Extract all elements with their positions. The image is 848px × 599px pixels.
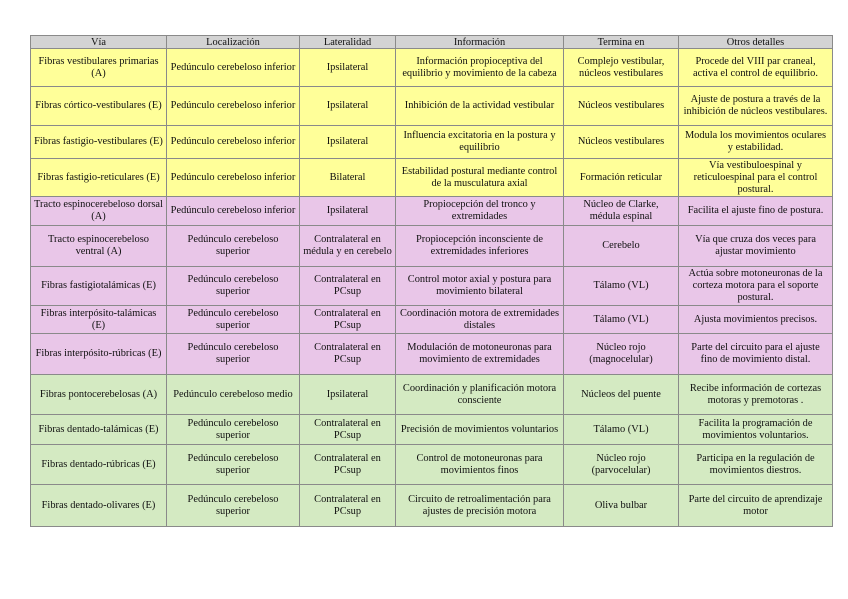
table-row (31, 375, 833, 415)
cell-localizacion: Pedúnculo cerebeloso inferior (167, 49, 300, 87)
cell-otros-detalles: Parte del circuito de aprendizaje motor (679, 485, 833, 527)
table-row (31, 445, 833, 485)
table-row (31, 415, 833, 445)
cell-termina-en: Formación reticular (564, 159, 679, 197)
cell-localizacion: Pedúnculo cerebeloso superior (167, 334, 300, 375)
header-termina-en: Termina en (564, 36, 679, 49)
cell-via: Fibras interpósito-talámicas (E) (31, 306, 167, 334)
table-row (31, 126, 833, 159)
table-row (31, 197, 833, 226)
cell-informacion: Circuito de retroalimentación para ajustes de precisión motora (396, 485, 564, 527)
cell-via: Fibras dentado-talámicas (E) (31, 415, 167, 445)
header-row (31, 36, 833, 49)
cell-via: Fibras interpósito-rúbricas (E) (31, 334, 167, 375)
table-row (31, 159, 833, 197)
cell-termina-en: Núcleos del puente (564, 375, 679, 415)
cell-termina-en: Núcleo rojo (magnocelular) (564, 334, 679, 375)
cell-via: Tracto espinocerebeloso ventral (A) (31, 226, 167, 267)
cell-informacion: Propiocepción del tronco y extremidades (396, 197, 564, 226)
cell-otros-detalles: Facilita el ajuste fino de postura. (679, 197, 833, 226)
cell-termina-en: Oliva bulbar (564, 485, 679, 527)
table-row (31, 267, 833, 306)
cell-lateralidad: Ipsilateral (300, 87, 396, 126)
cell-localizacion: Pedúnculo cerebeloso inferior (167, 126, 300, 159)
cell-via: Fibras dentado-olivares (E) (31, 485, 167, 527)
header-via: Vía (31, 36, 167, 49)
cell-localizacion: Pedúnculo cerebeloso inferior (167, 159, 300, 197)
cell-localizacion: Pedúnculo cerebeloso superior (167, 306, 300, 334)
cell-termina-en: Cerebelo (564, 226, 679, 267)
cell-informacion: Control motor axial y postura para movimiento bilateral (396, 267, 564, 306)
cell-informacion: Modulación de motoneuronas para movimiento de extremidades (396, 334, 564, 375)
cell-otros-detalles: Ajusta movimientos precisos. (679, 306, 833, 334)
cell-informacion: Precisión de movimientos voluntarios (396, 415, 564, 445)
cell-lateralidad: Contralateral en PCsup (300, 485, 396, 527)
cell-lateralidad: Contralateral en PCsup (300, 334, 396, 375)
cell-lateralidad: Bilateral (300, 159, 396, 197)
cell-informacion: Influencia excitatoria en la postura y equilibrio (396, 126, 564, 159)
cell-otros-detalles: Recibe información de cortezas motoras y premotoras . (679, 375, 833, 415)
table-row (31, 226, 833, 267)
cell-lateralidad: Ipsilateral (300, 126, 396, 159)
header-otros-detalles: Otros detalles (679, 36, 833, 49)
cell-termina-en: Complejo vestibular, núcleos vestibulares (564, 49, 679, 87)
cell-otros-detalles: Modula los movimientos oculares y estabilidad. (679, 126, 833, 159)
cell-localizacion: Pedúnculo cerebeloso superior (167, 226, 300, 267)
cell-via: Fibras dentado-rúbricas (E) (31, 445, 167, 485)
cell-lateralidad: Ipsilateral (300, 197, 396, 226)
cell-localizacion: Pedúnculo cerebeloso inferior (167, 87, 300, 126)
cell-lateralidad: Contralateral en PCsup (300, 267, 396, 306)
cell-otros-detalles: Facilita la programación de movimientos voluntarios. (679, 415, 833, 445)
cell-informacion: Inhibición de la actividad vestibular (396, 87, 564, 126)
table-row (31, 87, 833, 126)
cerebellar-pathways-table (30, 35, 833, 527)
cell-lateralidad: Contralateral en PCsup (300, 306, 396, 334)
cell-via: Fibras fastigiotalámicas (E) (31, 267, 167, 306)
cell-localizacion: Pedúnculo cerebeloso medio (167, 375, 300, 415)
cell-localizacion: Pedúnculo cerebeloso inferior (167, 197, 300, 226)
cell-informacion: Control de motoneuronas para movimientos finos (396, 445, 564, 485)
table-row (31, 306, 833, 334)
cell-otros-detalles: Ajuste de postura a través de la inhibición de núcleos vestibulares. (679, 87, 833, 126)
table-row (31, 334, 833, 375)
cell-lateralidad: Contralateral en PCsup (300, 445, 396, 485)
cell-lateralidad: Ipsilateral (300, 49, 396, 87)
header-localizacion: Localización (167, 36, 300, 49)
cell-lateralidad: Contralateral en médula y en cerebelo (300, 226, 396, 267)
cell-otros-detalles: Participa en la regulación de movimientos diestros. (679, 445, 833, 485)
cell-otros-detalles: Procede del VIII par craneal, activa el control de equilibrio. (679, 49, 833, 87)
cell-informacion: Coordinación y planificación motora consciente (396, 375, 564, 415)
cell-localizacion: Pedúnculo cerebeloso superior (167, 415, 300, 445)
cell-termina-en: Núcleo rojo (parvocelular) (564, 445, 679, 485)
cell-via: Fibras pontocerebelosas (A) (31, 375, 167, 415)
cell-otros-detalles: Parte del circuito para el ajuste fino de movimiento distal. (679, 334, 833, 375)
cell-informacion: Información propioceptiva del equilibrio y movimiento de la cabeza (396, 49, 564, 87)
cell-lateralidad: Contralateral en PCsup (300, 415, 396, 445)
cell-via: Fibras fastigio-vestibulares (E) (31, 126, 167, 159)
cell-otros-detalles: Vía vestibuloespinal y reticuloespinal para el control postural. (679, 159, 833, 197)
table-row (31, 49, 833, 87)
cell-termina-en: Tálamo (VL) (564, 415, 679, 445)
cell-otros-detalles: Vía que cruza dos veces para ajustar movimiento (679, 226, 833, 267)
cell-termina-en: Núcleos vestibulares (564, 87, 679, 126)
cell-termina-en: Tálamo (VL) (564, 267, 679, 306)
header-informacion: Información (396, 36, 564, 49)
cell-termina-en: Núcleo de Clarke, médula espinal (564, 197, 679, 226)
cell-informacion: Estabilidad postural mediante control de la musculatura axial (396, 159, 564, 197)
cell-informacion: Propiocepción inconsciente de extremidades inferiores (396, 226, 564, 267)
cell-informacion: Coordinación motora de extremidades distales (396, 306, 564, 334)
cell-via: Fibras córtico-vestibulares (E) (31, 87, 167, 126)
cell-termina-en: Tálamo (VL) (564, 306, 679, 334)
cell-localizacion: Pedúnculo cerebeloso superior (167, 267, 300, 306)
cell-otros-detalles: Actúa sobre motoneuronas de la corteza motora para el soporte postural. (679, 267, 833, 306)
header-lateralidad: Lateralidad (300, 36, 396, 49)
cell-localizacion: Pedúnculo cerebeloso superior (167, 485, 300, 527)
table-row (31, 485, 833, 527)
cell-via: Fibras fastigio-reticulares (E) (31, 159, 167, 197)
cell-via: Fibras vestibulares primarias (A) (31, 49, 167, 87)
cell-localizacion: Pedúnculo cerebeloso superior (167, 445, 300, 485)
cell-via: Tracto espinocerebeloso dorsal (A) (31, 197, 167, 226)
cell-lateralidad: Ipsilateral (300, 375, 396, 415)
cell-termina-en: Núcleos vestibulares (564, 126, 679, 159)
